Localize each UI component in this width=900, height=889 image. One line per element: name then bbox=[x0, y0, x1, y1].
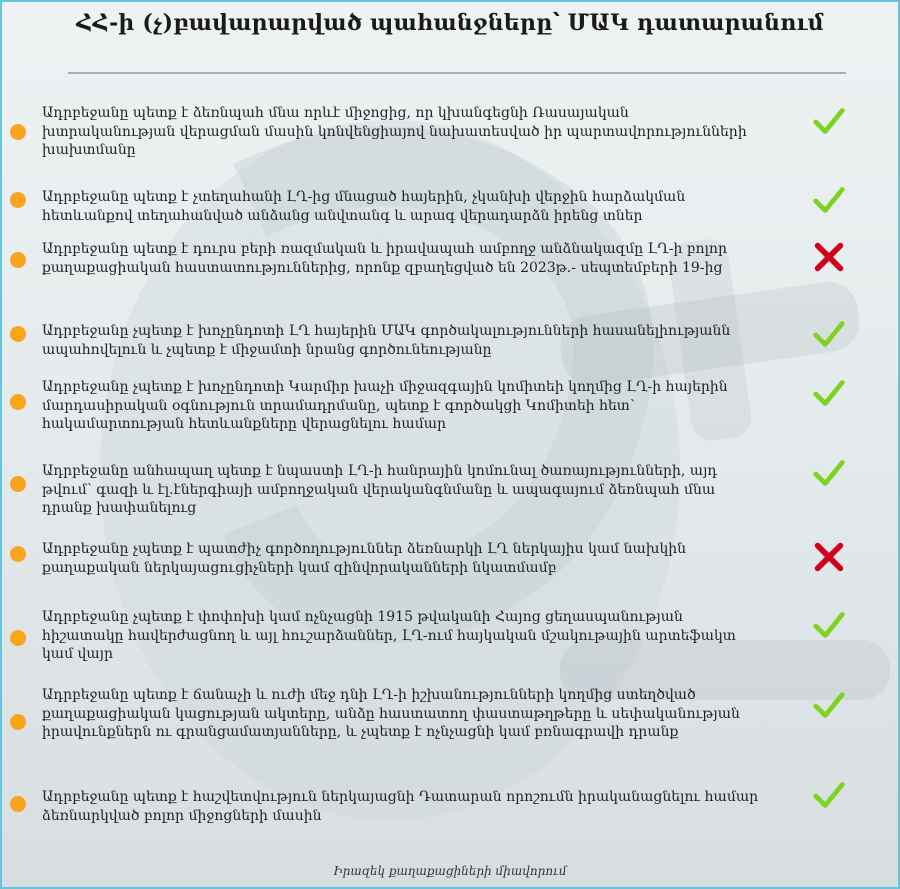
bullet-icon bbox=[10, 124, 26, 140]
check-icon bbox=[810, 181, 848, 219]
requirement-text: Ադրբեջանը պետք է դուրս բերի ռազմական և իրավապահ ամբողջ անձնակազմը ԼՂ-ի բոլոր քաղաքացիական հաստատություններից, որոնք զբաղեցված են 2023թ.- սեպտեմբերի 19-ից bbox=[42, 241, 727, 276]
requirement-text: Ադրբեջանը չպետք է խոչընդոտի ԼՂ հայերին ՄԱԿ գործակալությունների հասանելիությանն ապահովելուն և չպետք է միջամտի նրանց գործունեությանը bbox=[42, 323, 731, 358]
check-icon bbox=[810, 454, 848, 492]
requirement-text: Ադրբեջանը չպետք է խոչընդոտի Կարմիր խաչի միջազգային կոմիտեի կողմից ԼՂ-ի հայերին մարդասիրական օգնություն տրամադրմանը, պետք է գործակցի Կոմիտեի հետ՝ հակամարտության հետևանքները վերացնելու համար bbox=[42, 379, 728, 432]
bullet-icon bbox=[10, 630, 26, 646]
bullet-icon bbox=[10, 546, 26, 562]
requirement-text: Ադրբեջանը չպետք է պատժիչ գործողություններ ձեռնարկի ԼՂ ներկայիս կամ նախկին քաղաքական ներկայացուցիչների կամ զինվորականների նկատմամբ bbox=[42, 541, 687, 576]
bullet-icon bbox=[10, 192, 26, 208]
requirement-text: Ադրբեջանը պետք է չտեղահանի ԼՂ-ից մնացած հայերին, չկանխի վերջին հարձակման հետևանքով տեղահանված անձանց անվտանգ և արագ վերադարձն իրենց տներ bbox=[42, 189, 686, 224]
check-icon bbox=[810, 606, 848, 644]
bullet-icon bbox=[10, 394, 26, 410]
bullet-icon bbox=[10, 714, 26, 730]
requirement-text: Ադրբեջանը պետք է ձեռնպահ մնա որևէ միջոցից, որ կխանգեցնի Ռասայական խտրականության վերացման մասին կոնվենցիայով նախատեսված իր պարտավորությունների խախտմանը bbox=[42, 105, 747, 158]
bullet-icon bbox=[10, 796, 26, 812]
check-icon bbox=[810, 374, 848, 412]
requirement-text: Ադրբեջանը անհապաղ պետք է նպաստի ԼՂ-ի հանրային կոմունալ ծառայությունների, այդ թվում՝ գազի և էլ.էներգիայի ամբողջական վերականգնմանը և ապագայում ձեռնպահ մնա դրանք խափանելուց bbox=[42, 463, 718, 516]
requirement-text: Ադրբեջանը պետք է հաշվետվություն ներկայացնի Դատարան որոշումն իրականացնելու համար ձեռնարկված բոլոր միջոցների մասին bbox=[42, 789, 759, 824]
bullet-icon bbox=[10, 476, 26, 492]
check-icon bbox=[810, 686, 848, 724]
page-title: ՀՀ-ի (չ)բավարարված պահանջները՝ ՄԱԿ դատարանում bbox=[76, 10, 824, 36]
cross-icon bbox=[810, 538, 848, 576]
check-icon bbox=[810, 776, 848, 814]
requirement-text: Ադրբեջանը չպետք է փոփոխի կամ ոչնչացնի 1915 թվականի Հայոց ցեղասպանության հիշատակը հավերժացնող և այլ հուշարձաններ, ԼՂ-ում հայկական մշակութային արտեֆակտ կամ վայր bbox=[42, 609, 736, 662]
bullet-icon bbox=[10, 326, 26, 342]
cross-icon bbox=[810, 238, 848, 276]
requirement-text: Ադրբեջանը պետք է ճանաչի և ուժի մեջ դնի ԼՂ-ի իշխանությունների կողմից ստեղծված քաղաքացիական կացության ակտերը, անձը հաստատող փաստաթղթերը և սեփականության իրավունքներն ու գրանցամատյանները, և չպետք է ոչնչացնի կամ բռնագրավի դրանք bbox=[42, 687, 740, 740]
bullet-icon bbox=[10, 252, 26, 268]
footer-credit: Իրազեկ քաղաքացիների միավորում bbox=[333, 864, 567, 878]
check-icon bbox=[810, 102, 848, 140]
check-icon bbox=[810, 315, 848, 353]
